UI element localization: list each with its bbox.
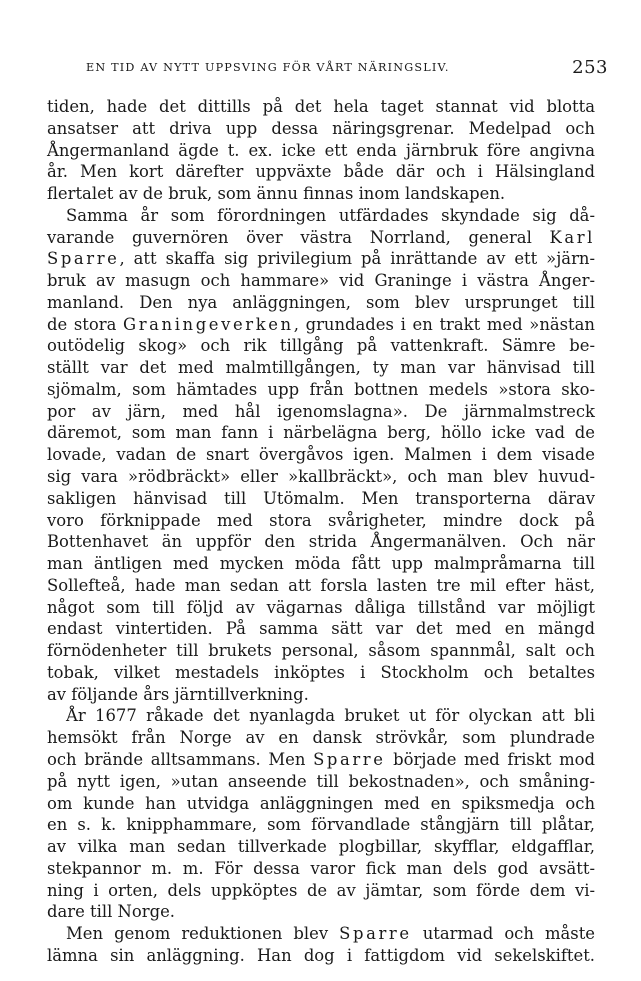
- text-line: hemsökt från Norge av en dansk strövkår, som plundrade: [47, 728, 595, 748]
- text-line: förnödenheter till brukets personal, såsom spannmål, salt och: [47, 641, 595, 661]
- text-line: lovade, vadan de snart övergåvos igen. Malmen i dem visade: [47, 445, 595, 465]
- text-line: por av järn, med hål igenomslagna». De järnmalmstreck: [47, 401, 595, 421]
- text-line: tiden, hade det dittills på det hela taget stannat vid blotta: [47, 97, 595, 116]
- text-line: lämna sin anläggning. Han dog i fattigdom vid sekelskiftet.: [47, 945, 595, 965]
- text-line: ansatser att driva upp dessa näringsgrenar. Medelpad och: [47, 118, 595, 138]
- text-line: År 1677 råkade det nyanlagda bruket ut för olyckan att bli: [66, 706, 595, 726]
- text-line: Samma år som förordningen utfärdades skyndade sig då-: [66, 205, 595, 225]
- body-text: [47, 96, 595, 967]
- text-line: endast vintertiden. På samma sätt var det med en mängd: [47, 619, 595, 639]
- text-line: stekpannor m. m. För dessa varor fick man dels god avsätt-: [47, 858, 595, 878]
- text-line: sakligen hänvisad till Utömalm. Men transporterna därav: [47, 488, 595, 508]
- text-line: Men genom reduktionen blev Sparre utarmad och måste: [66, 924, 595, 944]
- text-line: ställt var det med malmtillgången, ty man var hänvisad till: [47, 358, 595, 378]
- text-line: outödelig skog» och rik tillgång på vattenkraft. Sämre be-: [47, 336, 595, 356]
- text-line: tobak, vilket mestadels inköptes i Stockholm och betaltes: [47, 662, 595, 682]
- text-line: Bottenhavet än uppför den strida Ångermanälven. Och när: [47, 532, 595, 552]
- text-line: däremot, som man fann i närbelägna berg, höllo icke vad de: [47, 423, 595, 443]
- text-line: voro förknippade med stora svårigheter, mindre dock på: [47, 510, 595, 530]
- text-line: något som till följd av vägarnas dåliga tillstånd var möjligt: [47, 597, 595, 617]
- text-line: sig vara »rödbräckt» eller »kallbräckt», och man blev huvud-: [47, 467, 595, 487]
- running-title: EN TID AV NYTT UPPSVING FÖR VÅRT NÄRINGSLIV.: [86, 61, 450, 74]
- text-line: år. Men kort därefter uppväxte både där och i Hälsingland: [47, 162, 595, 182]
- text-line: Ångermanland ägde t. ex. icke ett enda järnbruk före angivna: [47, 140, 595, 160]
- text-line: ning i orten, dels uppköptes de av jämtar, som förde dem vi-: [47, 880, 595, 900]
- text-line: om kunde han utvidga anläggningen med en spiksmedja och: [47, 793, 595, 813]
- text-line: dare till Norge.: [47, 902, 175, 922]
- text-line: varande guvernören över västra Norrland, general Karl: [47, 227, 595, 247]
- text-line: av följande års järntillverkning.: [47, 684, 309, 704]
- text-line: manland. Den nya anläggningen, som blev ursprunget till: [47, 292, 595, 312]
- running-head: [86, 57, 608, 81]
- text-line: Sparre, att skaffa sig privilegium på inrättande av ett »järn-: [47, 249, 595, 269]
- text-line: bruk av masugn och hammare» vid Graninge i västra Ånger-: [47, 271, 595, 291]
- text-line: och brände alltsammans. Men Sparre började med friskt mod: [47, 749, 595, 769]
- text-line: man äntligen med mycken möda fått upp malmpråmarna till: [47, 554, 595, 574]
- page-number: 253: [572, 57, 608, 78]
- text-line: flertalet av de bruk, som ännu finnas inom landskapen.: [47, 184, 506, 204]
- text-line: på nytt igen, »utan anseende till bekostnaden», och småning-: [47, 771, 595, 791]
- text-line: sjömalm, som hämtades upp från bottnen medels »stora sko-: [47, 379, 595, 399]
- text-line: av vilka man sedan tillverkade plogbillar, skyfflar, eldgafflar,: [47, 837, 595, 857]
- text-line: de stora Graningeverken, grundades i en trakt med »nästan: [47, 314, 595, 334]
- text-line: Sollefteå, hade man sedan att forsla lasten tre mil efter häst,: [47, 575, 595, 595]
- text-line: en s. k. knipphammare, som förvandlade stångjärn till plåtar,: [47, 815, 595, 835]
